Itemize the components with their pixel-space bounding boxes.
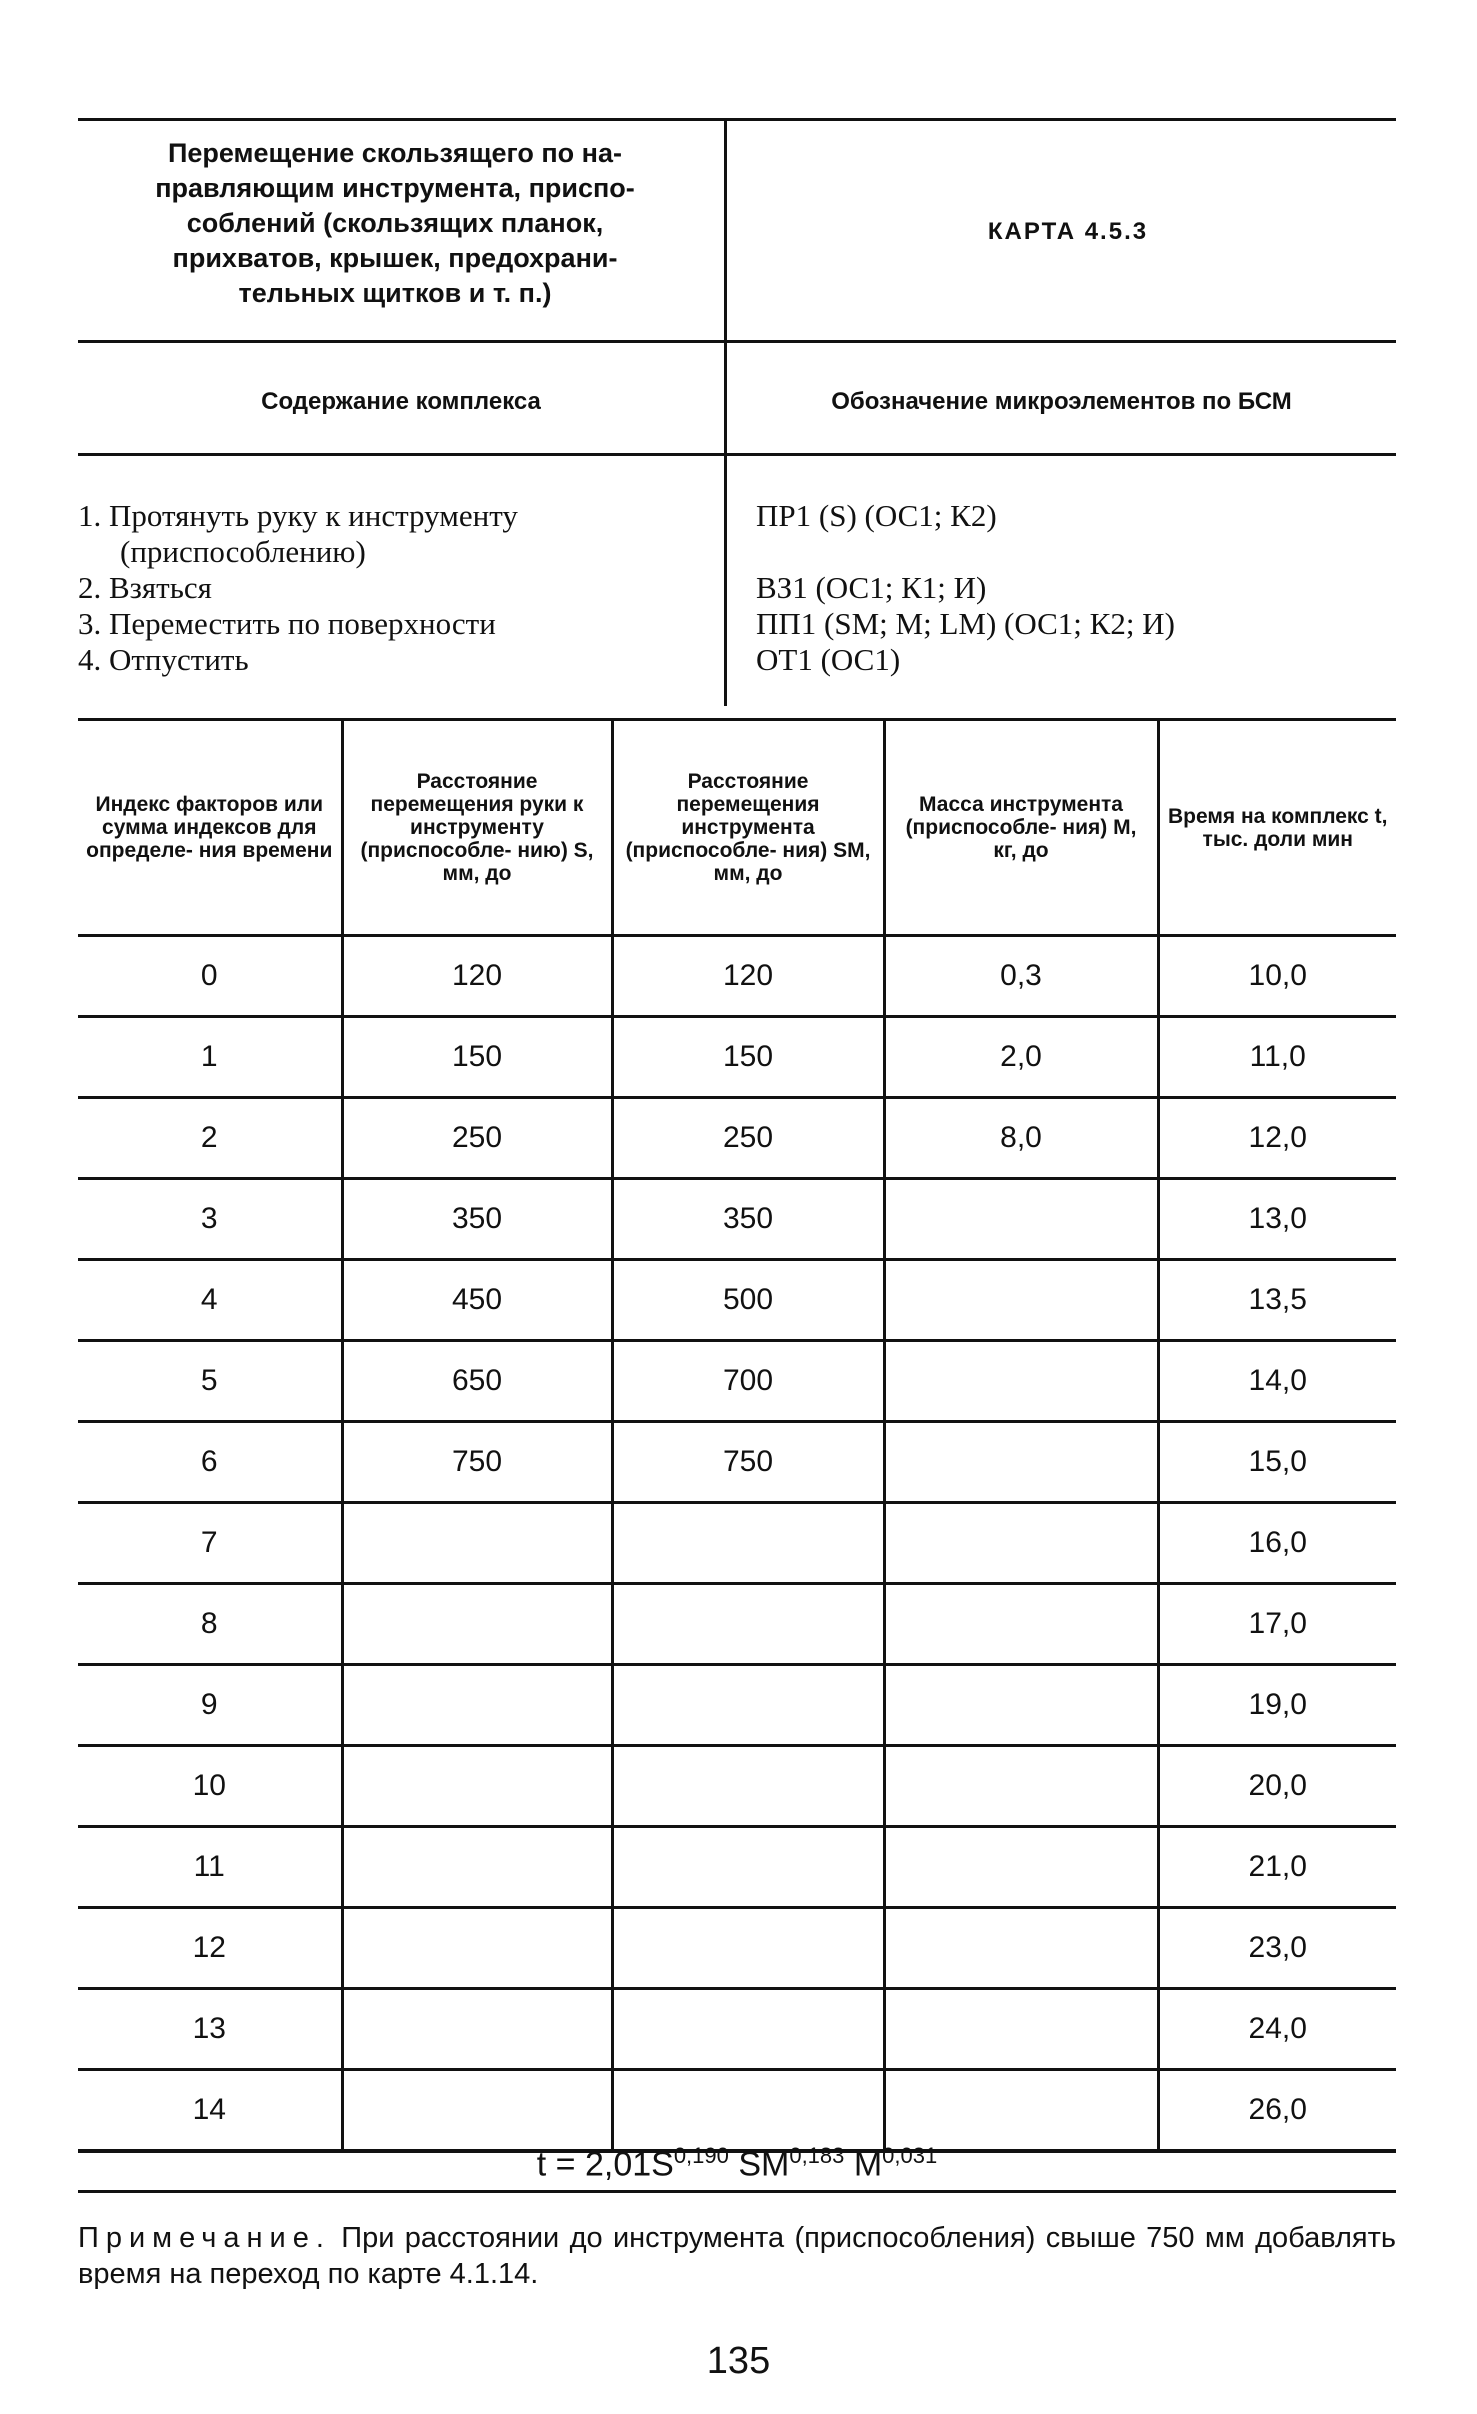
table-cell xyxy=(342,2070,612,2152)
table-cell: 10 xyxy=(78,1746,342,1827)
table-cell: 750 xyxy=(612,1422,884,1503)
table-cell: 2 xyxy=(78,1098,342,1179)
table-cell: 1 xyxy=(78,1017,342,1098)
step-item: 4. Отпустить xyxy=(78,642,249,677)
table-cell xyxy=(612,1989,884,2070)
table-cell: 17,0 xyxy=(1158,1584,1396,1665)
table-cell xyxy=(884,2070,1158,2152)
table-cell xyxy=(884,1908,1158,1989)
code-item: ПР1 (S) (ОС1; К2) xyxy=(756,498,997,533)
formula-sm: SM xyxy=(728,2145,790,2184)
table-cell xyxy=(342,1989,612,2070)
table-cell xyxy=(342,1908,612,1989)
table-cell: 0,3 xyxy=(884,936,1158,1017)
col-header-hand-distance: Расстояние перемещения руки к инструменту (приспособле- нию) S, мм, до xyxy=(342,720,612,936)
table-cell xyxy=(884,1179,1158,1260)
table-cell: 19,0 xyxy=(1158,1665,1396,1746)
table-cell xyxy=(612,1746,884,1827)
top-rule xyxy=(78,118,1396,121)
table-cell: 11,0 xyxy=(1158,1017,1396,1098)
table-cell: 120 xyxy=(612,936,884,1017)
codes-heading: Обозначение микроэлементов по БСМ xyxy=(831,388,1292,415)
table-cell xyxy=(884,1503,1158,1584)
table-cell xyxy=(612,1908,884,1989)
header-divider xyxy=(724,118,727,340)
col-header-mass: Масса инструмента (приспособле- ния) M, кг, до xyxy=(884,720,1158,936)
table-cell: 21,0 xyxy=(1158,1827,1396,1908)
table-row xyxy=(78,1503,1396,1584)
table-cell xyxy=(342,1746,612,1827)
note-label: Примечание. xyxy=(78,2222,331,2254)
card-title-line: тельных щитков и т. п.) xyxy=(238,278,552,308)
table-cell xyxy=(612,1584,884,1665)
table-cell: 0 xyxy=(78,936,342,1017)
table-cell: 24,0 xyxy=(1158,1989,1396,2070)
formula-m: M xyxy=(844,2145,883,2184)
footnote xyxy=(78,2220,1396,2292)
table-cell xyxy=(884,1746,1158,1827)
table-row xyxy=(78,1908,1396,1989)
table-cell xyxy=(612,1503,884,1584)
header-bottom-rule xyxy=(78,340,1396,343)
col-header-index: Индекс факторов или сумма индексов для определе- ния времени xyxy=(78,720,342,936)
table-cell xyxy=(884,1584,1158,1665)
table-row xyxy=(78,1179,1396,1260)
code-item: ОТ1 (ОС1) xyxy=(756,642,901,677)
table-cell: 3 xyxy=(78,1179,342,1260)
table-row xyxy=(78,936,1396,1017)
table-cell: 250 xyxy=(342,1098,612,1179)
table-cell xyxy=(342,1503,612,1584)
table-cell xyxy=(884,1665,1158,1746)
table-cell: 14,0 xyxy=(1158,1341,1396,1422)
code-item xyxy=(756,534,1386,570)
table-cell: 15,0 xyxy=(1158,1422,1396,1503)
table-row xyxy=(78,1665,1396,1746)
section-bottom-rule xyxy=(78,453,1396,456)
code-item: ВЗ1 (ОС1; К1; И) xyxy=(756,570,987,605)
table-cell: 5 xyxy=(78,1341,342,1422)
card-title xyxy=(95,136,695,311)
table-cell xyxy=(884,1422,1158,1503)
table-row xyxy=(78,1746,1396,1827)
table-cell xyxy=(884,1341,1158,1422)
col-header-time: Время на комплекс t, тыс. доли мин xyxy=(1158,720,1396,936)
note-text: При расстоянии до инструмента (приспособления) свыше 750 мм добавлять время на переход по карте 4.1.14. xyxy=(78,2222,1396,2290)
card-title-line: прихватов, крышек, предохрани- xyxy=(172,243,618,273)
step-item: 1. Протянуть руку к инструменту xyxy=(78,498,518,533)
table-cell xyxy=(884,1827,1158,1908)
table-cell: 450 xyxy=(342,1260,612,1341)
table-cell xyxy=(342,1827,612,1908)
table-cell: 350 xyxy=(612,1179,884,1260)
table-cell: 700 xyxy=(612,1341,884,1422)
table-cell xyxy=(342,1584,612,1665)
table-cell: 350 xyxy=(342,1179,612,1260)
table-cell: 16,0 xyxy=(1158,1503,1396,1584)
table-cell xyxy=(884,1989,1158,2070)
page-number: 135 xyxy=(706,2340,771,2382)
code-item: ПП1 (SM; M; LM) (ОС1; К2; И) xyxy=(756,606,1175,641)
col-header-tool-distance: Расстояние перемещения инструмента (приспособле- ния) SM, мм, до xyxy=(612,720,884,936)
table-row xyxy=(78,1422,1396,1503)
table-cell: 8,0 xyxy=(884,1098,1158,1179)
formula-bottom-rule xyxy=(78,2190,1396,2193)
table-cell: 6 xyxy=(78,1422,342,1503)
formula-lhs: t = 2,01S xyxy=(536,2145,674,2184)
time-table xyxy=(78,718,1396,2153)
table-row xyxy=(78,1017,1396,1098)
table-cell: 13,0 xyxy=(1158,1179,1396,1260)
table-row xyxy=(78,1260,1396,1341)
table-row xyxy=(78,1341,1396,1422)
table-cell xyxy=(612,1827,884,1908)
table-cell: 500 xyxy=(612,1260,884,1341)
table-cell: 750 xyxy=(342,1422,612,1503)
formula-exp-m: 0,031 xyxy=(882,2143,938,2168)
formula-exp-s: 0,190 xyxy=(673,2143,729,2168)
table-cell: 9 xyxy=(78,1665,342,1746)
time-formula xyxy=(78,2143,1396,2184)
step-item: (приспособлению) xyxy=(120,534,366,569)
table-cell: 4 xyxy=(78,1260,342,1341)
table-cell: 12 xyxy=(78,1908,342,1989)
card-title-line: Перемещение скользящего по на- xyxy=(167,138,622,168)
content-heading: Содержание комплекса xyxy=(261,388,541,415)
table-cell: 650 xyxy=(342,1341,612,1422)
table-cell xyxy=(884,1260,1158,1341)
table-cell: 150 xyxy=(612,1017,884,1098)
table-cell: 2,0 xyxy=(884,1017,1158,1098)
card-title-line: правляющим инструмента, приспо- xyxy=(155,173,635,203)
table-cell: 12,0 xyxy=(1158,1098,1396,1179)
table-row xyxy=(78,1098,1396,1179)
table-row xyxy=(78,1989,1396,2070)
table-cell: 13,5 xyxy=(1158,1260,1396,1341)
table-cell: 7 xyxy=(78,1503,342,1584)
table-row xyxy=(78,2070,1396,2152)
formula-exp-sm: 0,183 xyxy=(789,2143,845,2168)
step-item: 2. Взяться xyxy=(78,570,212,605)
codes-list xyxy=(756,498,1386,678)
table-cell: 26,0 xyxy=(1158,2070,1396,2152)
table-header-row xyxy=(78,720,1396,936)
steps-list xyxy=(78,498,718,678)
table-cell xyxy=(612,2070,884,2152)
step-item: 3. Переместить по поверхности xyxy=(78,606,496,641)
table-cell: 11 xyxy=(78,1827,342,1908)
table-row xyxy=(78,1827,1396,1908)
table-cell: 150 xyxy=(342,1017,612,1098)
table-cell: 14 xyxy=(78,2070,342,2152)
table-row xyxy=(78,1584,1396,1665)
table-cell xyxy=(612,1665,884,1746)
table-cell: 8 xyxy=(78,1584,342,1665)
table-cell xyxy=(342,1665,612,1746)
card-number: КАРТА 4.5.3 xyxy=(987,218,1149,245)
table-cell: 23,0 xyxy=(1158,1908,1396,1989)
card-title-line: соблений (скользящих планок, xyxy=(186,208,604,238)
table-cell: 20,0 xyxy=(1158,1746,1396,1827)
table-cell: 250 xyxy=(612,1098,884,1179)
table-cell: 120 xyxy=(342,936,612,1017)
table-cell: 10,0 xyxy=(1158,936,1396,1017)
table-cell: 13 xyxy=(78,1989,342,2070)
steps-divider xyxy=(724,456,727,706)
